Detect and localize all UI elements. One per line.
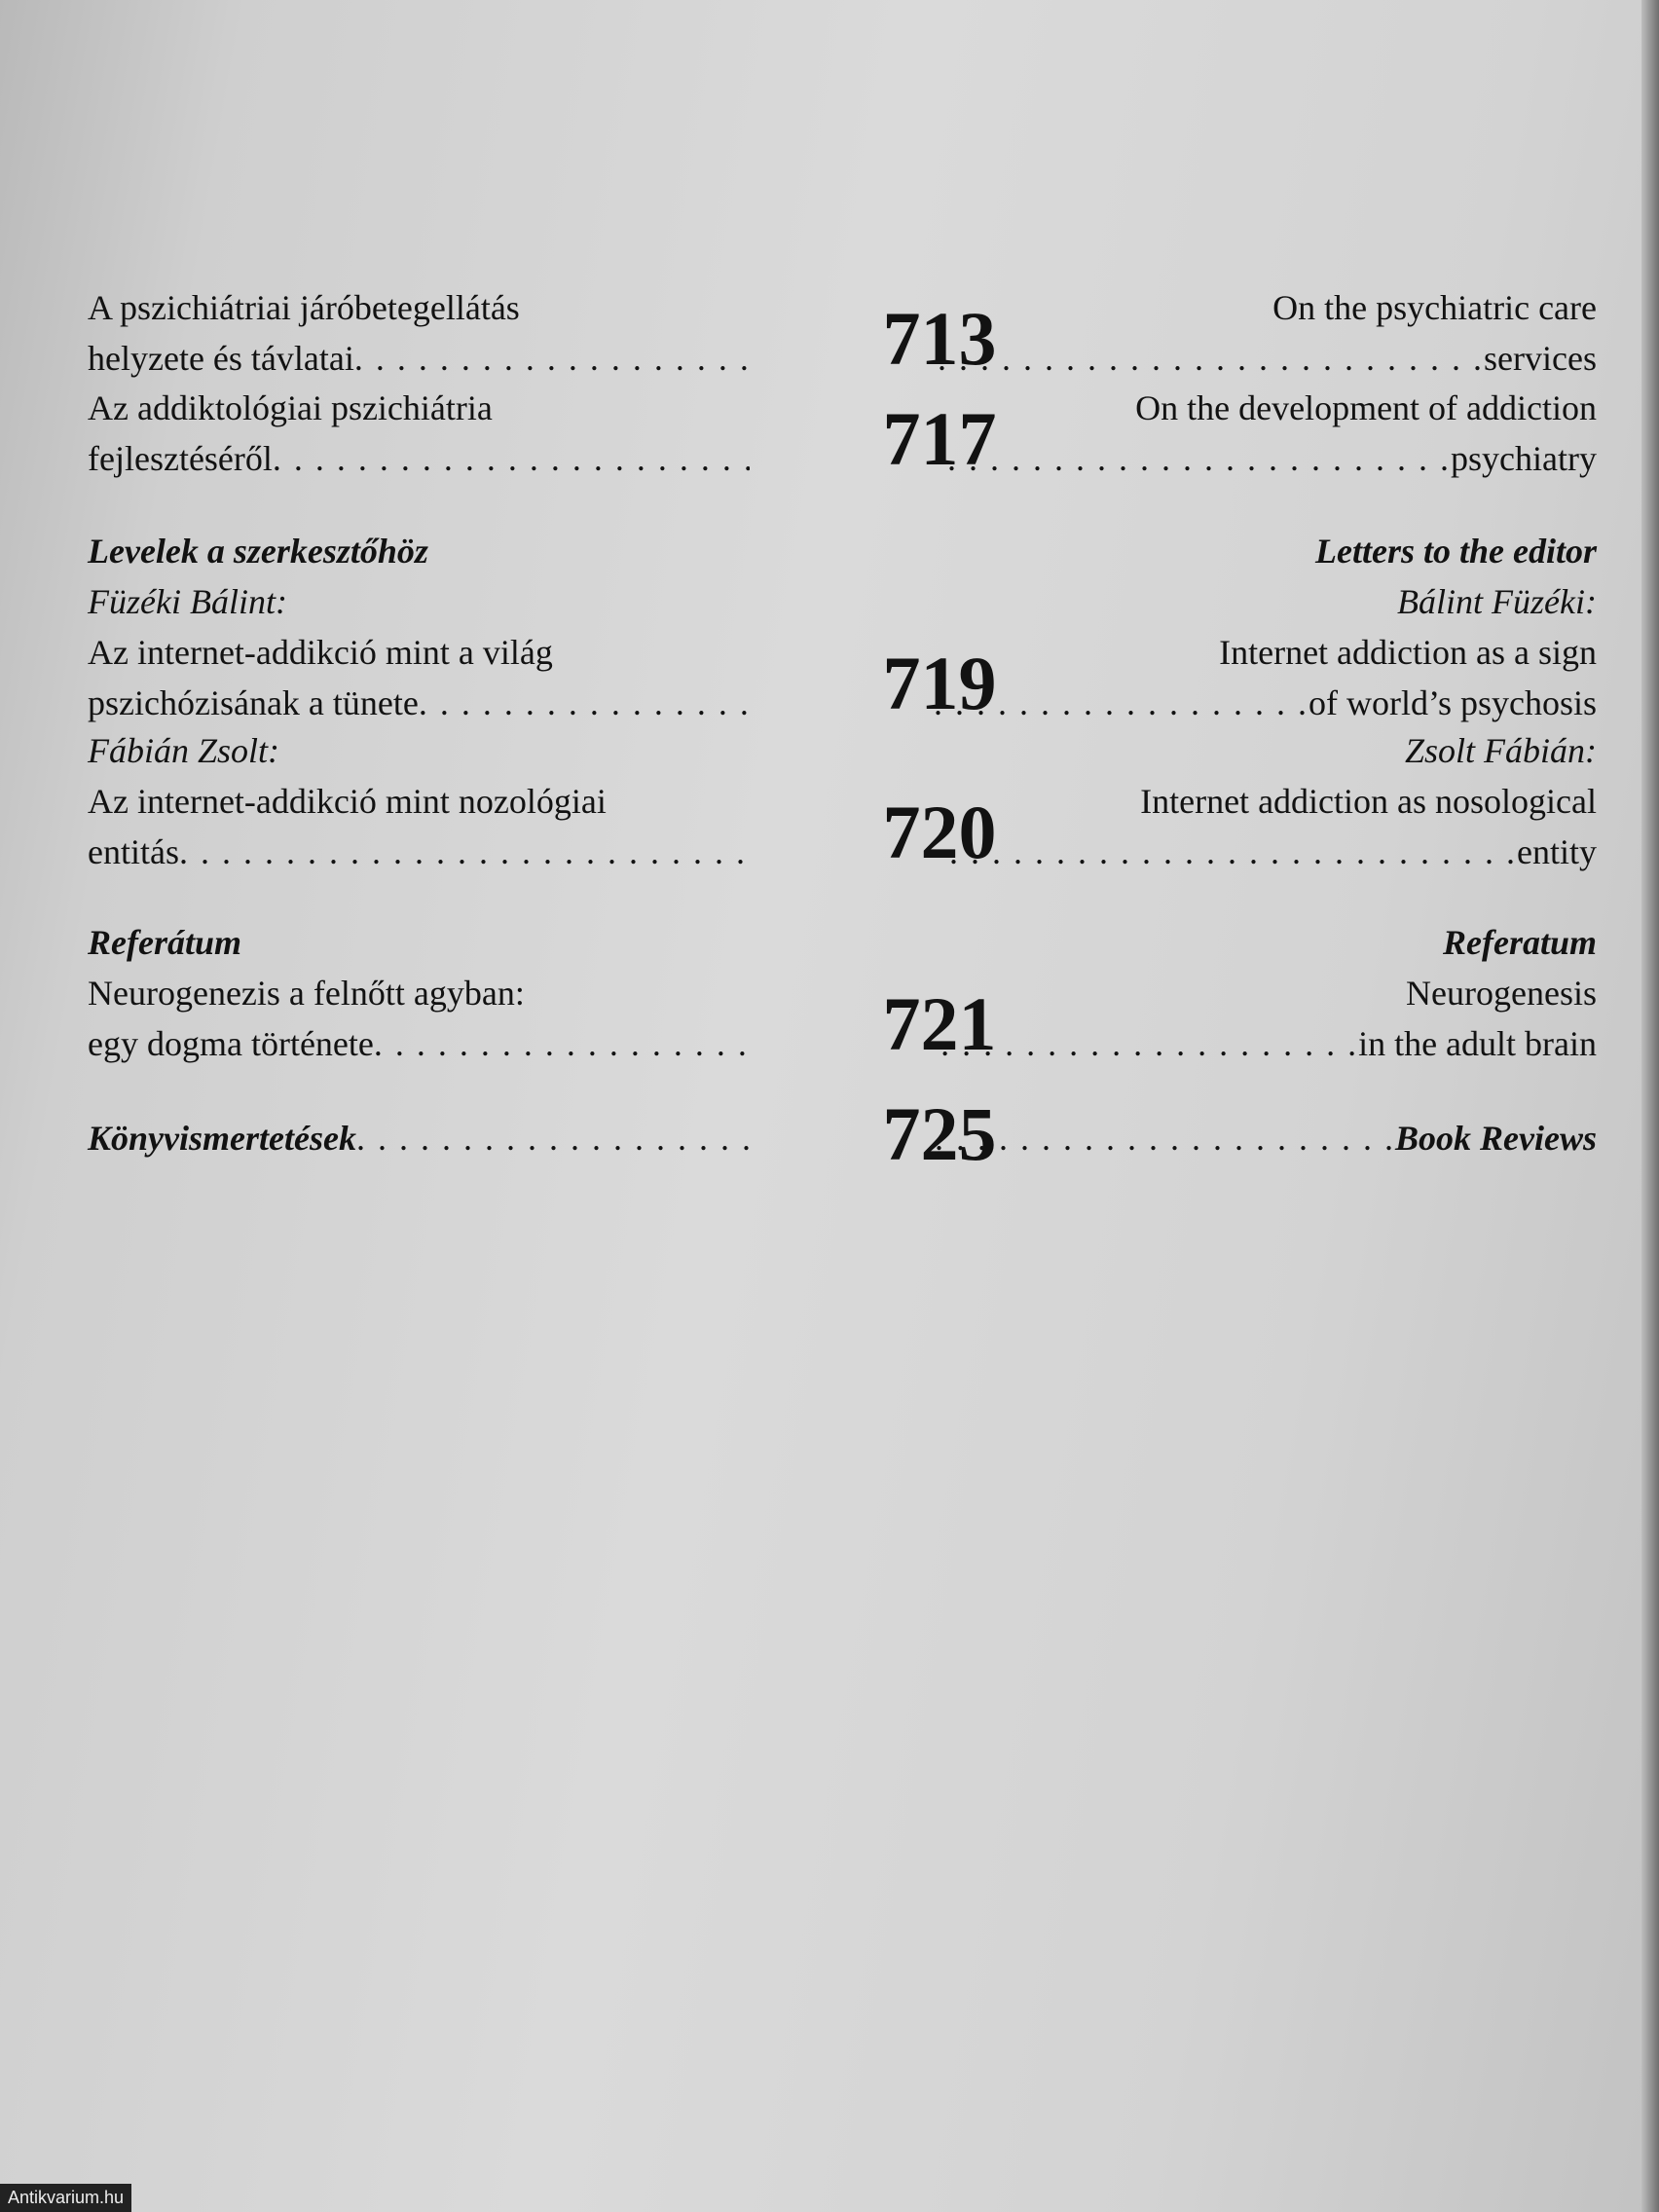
en-author: Zsolt Fábián:	[1404, 731, 1597, 770]
hu-entry-title	[88, 627, 750, 728]
en-entry-title	[935, 383, 1597, 484]
hu-entry-title	[88, 968, 750, 1069]
hu-title-line: pszichózisának a tünete	[88, 683, 419, 722]
en-title-last-line	[935, 827, 1597, 877]
hu-section-heading: Levelek a szerkesztőhöz	[88, 532, 428, 571]
dot-leader	[935, 333, 1484, 384]
en-title-last-line	[935, 333, 1597, 384]
hu-title-last-line	[88, 678, 750, 728]
en-title-line: entity	[1517, 832, 1597, 871]
hu-title-last-line	[88, 827, 750, 877]
en-title-line: On the development of addiction	[1135, 388, 1597, 427]
hu-title-last-line	[88, 333, 750, 384]
en-title-last-line	[935, 678, 1597, 728]
hu-section-heading	[88, 1113, 750, 1163]
hu-title-line: Az internet-addikció mint a világ	[88, 633, 553, 672]
page-number: 721	[882, 981, 997, 1066]
hu-title-last-line	[88, 433, 750, 484]
dot-leader	[935, 827, 1517, 877]
en-title-line: in the adult brain	[1358, 1024, 1597, 1063]
hu-entry-title	[88, 776, 750, 877]
en-title-line: Internet addiction as a sign	[1219, 633, 1597, 672]
hu-title-line: egy dogma története	[88, 1024, 374, 1063]
en-entry-title	[935, 968, 1597, 1069]
en-section-label: Book Reviews	[1395, 1119, 1597, 1158]
en-title-line: of world’s psychosis	[1309, 683, 1597, 722]
dot-leader	[935, 433, 1451, 484]
en-entry-title	[935, 776, 1597, 877]
en-entry-title	[935, 282, 1597, 384]
en-title-line: On the psychiatric care	[1272, 288, 1597, 327]
hu-entry-title	[88, 282, 750, 384]
hu-title-last-line	[88, 1018, 750, 1069]
hu-entry-title	[88, 383, 750, 484]
page-number: 717	[882, 396, 997, 481]
en-section-heading: Letters to the editor	[1315, 532, 1597, 571]
hu-title-last-line	[88, 1113, 750, 1163]
dot-leader	[935, 1113, 1395, 1163]
hu-title-line: Az addiktológiai pszichiátria	[88, 388, 493, 427]
page-number: 713	[882, 296, 997, 381]
en-title-line: services	[1484, 339, 1597, 378]
hu-title-line: fejlesztéséről	[88, 439, 273, 478]
hu-author: Fábián Zsolt:	[88, 731, 280, 770]
dot-leader	[356, 1113, 750, 1163]
hu-title-line: Neurogenezis a felnőtt agyban:	[88, 974, 525, 1013]
en-title-line: psychiatry	[1451, 439, 1597, 478]
en-entry-title	[935, 627, 1597, 728]
en-title-last-line	[935, 433, 1597, 484]
page-number: 725	[882, 1091, 997, 1176]
dot-leader	[419, 678, 750, 728]
hu-title-line: Az internet-addikció mint nozológiai	[88, 782, 607, 821]
dot-leader	[179, 827, 750, 877]
page-number: 720	[882, 790, 997, 874]
en-title-last-line	[935, 1018, 1597, 1069]
hu-author: Füzéki Bálint:	[88, 582, 287, 621]
en-author: Bálint Füzéki:	[1397, 582, 1597, 621]
dot-leader	[374, 1018, 750, 1069]
hu-title-line: A pszichiátriai járóbetegellátás	[88, 288, 520, 327]
en-section-heading	[935, 1113, 1597, 1163]
watermark-credit: Antikvarium.hu	[0, 2184, 131, 2212]
page-edge	[1641, 0, 1659, 2212]
en-title-last-line	[935, 1113, 1597, 1163]
dot-leader	[935, 1018, 1358, 1069]
dot-leader	[273, 433, 750, 484]
hu-section-label: Könyvismertetések	[88, 1119, 356, 1158]
dot-leader	[935, 678, 1309, 728]
page-number: 719	[882, 641, 997, 725]
en-section-heading: Referatum	[1443, 923, 1597, 962]
hu-title-line: helyzete és távlatai	[88, 339, 354, 378]
dot-leader	[354, 333, 750, 384]
hu-section-heading: Referátum	[88, 923, 241, 962]
en-title-line: Internet addiction as nosological	[1140, 782, 1597, 821]
en-title-line: Neurogenesis	[1406, 974, 1597, 1013]
hu-title-line: entitás	[88, 832, 179, 871]
